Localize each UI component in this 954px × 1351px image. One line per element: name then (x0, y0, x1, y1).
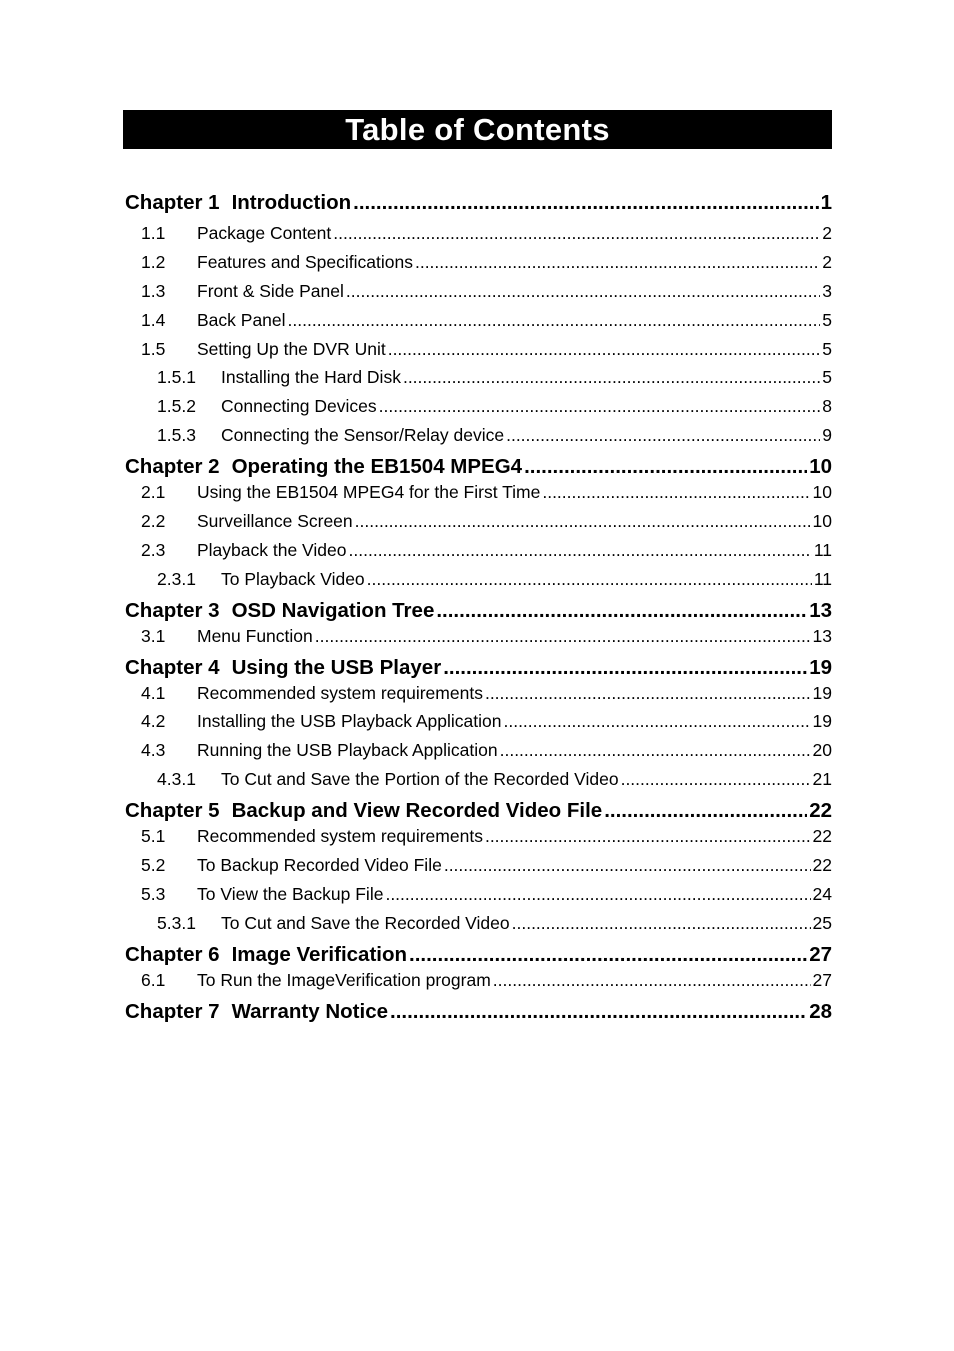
toc-entry-page-number: 20 (812, 740, 832, 761)
toc-entry-label: Playback the Video (197, 539, 347, 560)
toc-entry-label: To Run the ImageVerification program (197, 969, 491, 990)
toc-entry-number: 1.5.3 (157, 425, 196, 446)
dot-leader (349, 536, 812, 565)
toc-entry-page-number: 27 (809, 942, 832, 966)
toc-entry-label: To Playback Video (221, 568, 365, 589)
toc-entry-number: 5.3 (141, 883, 166, 904)
toc-section-entry[interactable] (125, 679, 832, 708)
toc-entry-number: 5.1 (141, 826, 166, 847)
toc-entry-label: Installing the Hard Disk (221, 367, 401, 388)
toc-entry-label: Image Verification (231, 942, 408, 966)
dot-leader (333, 219, 820, 248)
dot-leader (621, 765, 811, 794)
dot-leader (367, 565, 812, 594)
toc-entry-page-number: 22 (812, 855, 832, 876)
toc-section-entry[interactable] (125, 392, 832, 421)
dot-leader (524, 450, 807, 478)
toc-chapter-entry[interactable] (125, 594, 832, 622)
dot-leader (503, 707, 810, 736)
toc-entry-page-number: 3 (822, 280, 832, 301)
dot-leader (403, 363, 820, 392)
toc-entry-label: Running the USB Playback Application (197, 740, 498, 761)
toc-entry-page-number: 10 (809, 455, 832, 479)
toc-entry-page-number: 19 (812, 682, 832, 703)
toc-entry-page-number: 10 (812, 511, 832, 532)
toc-entry-number: Chapter 3 (125, 598, 220, 622)
dot-leader (355, 507, 811, 536)
toc-entry-number: 1.3 (141, 280, 166, 301)
toc-entry-page-number: 2 (822, 251, 832, 272)
toc-entry-label: Menu Function (197, 625, 313, 646)
toc-entry-number: Chapter 1 (125, 191, 220, 214)
toc-entry-page-number: 24 (812, 883, 832, 904)
dot-leader (443, 651, 807, 679)
toc-entry-number: 2.1 (141, 482, 166, 503)
toc-entry-number: 5.2 (141, 855, 166, 876)
toc-entry-number: 4.3.1 (157, 769, 196, 790)
toc-section-entry[interactable] (125, 622, 832, 651)
toc-section-entry[interactable] (125, 335, 832, 364)
toc-entry-page-number: 25 (812, 912, 832, 933)
table-of-contents (125, 186, 832, 1023)
dot-leader (493, 966, 811, 995)
toc-section-entry[interactable] (125, 363, 832, 392)
toc-entry-number: 1.5 (141, 338, 166, 359)
toc-entry-label: Connecting Devices (221, 396, 377, 417)
toc-entry-label: Using the EB1504 MPEG4 for the First Time (197, 482, 541, 503)
toc-entry-page-number: 21 (812, 769, 832, 790)
dot-leader (604, 794, 807, 822)
toc-entry-page-number: 11 (813, 539, 832, 560)
toc-entry-label: Connecting the Sensor/Relay device (221, 425, 505, 446)
toc-entry-label: Setting Up the DVR Unit (197, 338, 386, 359)
toc-entry-page-number: 5 (822, 367, 832, 388)
toc-entry-number: 3.1 (141, 625, 166, 646)
toc-entry-page-number: 27 (812, 969, 832, 990)
toc-entry-number: 4.1 (141, 682, 166, 703)
toc-entry-label: OSD Navigation Tree (231, 598, 435, 622)
toc-entry-page-number: 2 (822, 223, 832, 243)
dot-leader (500, 736, 811, 765)
toc-entry-page-number: 11 (813, 568, 832, 589)
toc-entry-number: Chapter 5 (125, 799, 220, 823)
toc-chapter-entry[interactable] (125, 938, 832, 966)
dot-leader (409, 938, 807, 966)
toc-entry-number: 4.3 (141, 740, 166, 761)
toc-entry-label: To Cut and Save the Recorded Video (221, 912, 510, 933)
toc-entry-page-number: 13 (809, 598, 832, 622)
toc-section-entry[interactable] (125, 507, 832, 536)
toc-entry-label: Front & Side Panel (197, 280, 344, 301)
toc-entry-label: Backup and View Recorded Video File (231, 799, 603, 823)
toc-section-entry[interactable] (125, 880, 832, 909)
dot-leader (444, 851, 811, 880)
toc-entry-page-number: 19 (809, 655, 832, 679)
toc-section-entry[interactable] (125, 736, 832, 765)
dot-leader (485, 822, 811, 851)
toc-entry-label: To Cut and Save the Portion of the Recorded Video (221, 769, 619, 790)
toc-entry-label: Features and Specifications (197, 251, 413, 272)
toc-entry-label: To View the Backup File (197, 883, 384, 904)
dot-leader (542, 478, 810, 507)
toc-entry-page-number: 13 (812, 625, 832, 646)
toc-entry-number: 2.2 (141, 511, 166, 532)
dot-leader (512, 909, 811, 938)
toc-entry-number: 1.5.1 (157, 367, 196, 388)
toc-entry-label: Back Panel (197, 309, 286, 330)
toc-entry-number: Chapter 4 (125, 655, 220, 679)
toc-entry-label: To Backup Recorded Video File (197, 855, 442, 876)
dot-leader (388, 335, 821, 364)
toc-entry-page-number: 1 (820, 191, 832, 214)
toc-entry-label: Recommended system requirements (197, 682, 483, 703)
toc-chapter-entry[interactable] (125, 794, 832, 822)
toc-entry-number: 1.2 (141, 251, 166, 272)
toc-section-entry[interactable] (125, 851, 832, 880)
toc-entry-number: 2.3 (141, 539, 166, 560)
toc-entry-label: Recommended system requirements (197, 826, 483, 847)
toc-entry-number: Chapter 2 (125, 455, 220, 479)
toc-section-entry[interactable] (125, 277, 832, 306)
toc-entry-label: Package Content (197, 223, 332, 243)
page-title: Table of Contents (123, 110, 832, 149)
toc-entry-number: 6.1 (141, 969, 166, 990)
toc-entry-page-number: 10 (812, 482, 832, 503)
toc-entry-number: Chapter 6 (125, 942, 220, 966)
toc-chapter-entry[interactable] (125, 450, 832, 478)
toc-chapter-entry[interactable] (125, 651, 832, 679)
toc-section-entry[interactable] (125, 306, 832, 335)
toc-entry-number: Chapter 7 (125, 999, 220, 1023)
toc-entry-page-number: 22 (809, 799, 832, 823)
dot-leader (353, 186, 818, 219)
toc-entry-label: Installing the USB Playback Application (197, 711, 502, 732)
dot-leader (415, 248, 820, 277)
toc-entry-number: 2.3.1 (157, 568, 196, 589)
dot-leader (288, 306, 821, 335)
toc-entry-page-number: 28 (809, 999, 832, 1023)
toc-section-entry[interactable] (125, 219, 832, 248)
toc-entry-page-number: 22 (812, 826, 832, 847)
toc-entry-page-number: 5 (822, 309, 832, 330)
toc-entry-number: 5.3.1 (157, 912, 196, 933)
toc-section-entry[interactable] (125, 478, 832, 507)
dot-leader (436, 594, 807, 622)
toc-entry-number: 4.2 (141, 711, 166, 732)
toc-section-entry[interactable] (125, 966, 832, 995)
toc-section-entry[interactable] (125, 248, 832, 277)
dot-leader (506, 421, 820, 450)
toc-entry-label: Surveillance Screen (197, 511, 353, 532)
dot-leader (385, 880, 810, 909)
toc-entry-label: Operating the EB1504 MPEG4 (231, 455, 523, 479)
dot-leader (390, 995, 807, 1023)
toc-entry-number: 1.1 (141, 223, 166, 243)
dot-leader (346, 277, 820, 306)
toc-entry-label: Introduction (231, 191, 352, 214)
toc-section-entry[interactable] (125, 909, 832, 938)
toc-section-entry[interactable] (125, 536, 832, 565)
toc-entry-page-number: 5 (822, 338, 832, 359)
toc-entry-number: 1.4 (141, 309, 166, 330)
dot-leader (379, 392, 821, 421)
dot-leader (485, 679, 811, 708)
toc-entry-page-number: 8 (822, 396, 832, 417)
toc-entry-number: 1.5.2 (157, 396, 196, 417)
toc-section-entry[interactable] (125, 565, 832, 594)
toc-chapter-entry[interactable] (125, 995, 832, 1023)
toc-entry-page-number: 19 (812, 711, 832, 732)
toc-section-entry[interactable] (125, 765, 832, 794)
toc-entry-label: Warranty Notice (231, 999, 389, 1023)
toc-section-entry[interactable] (125, 822, 832, 851)
toc-entry-label: Using the USB Player (231, 655, 442, 679)
dot-leader (315, 622, 811, 651)
toc-entry-page-number: 9 (822, 425, 832, 446)
toc-section-entry[interactable] (125, 707, 832, 736)
toc-section-entry[interactable] (125, 421, 832, 450)
toc-chapter-entry[interactable] (125, 186, 832, 219)
